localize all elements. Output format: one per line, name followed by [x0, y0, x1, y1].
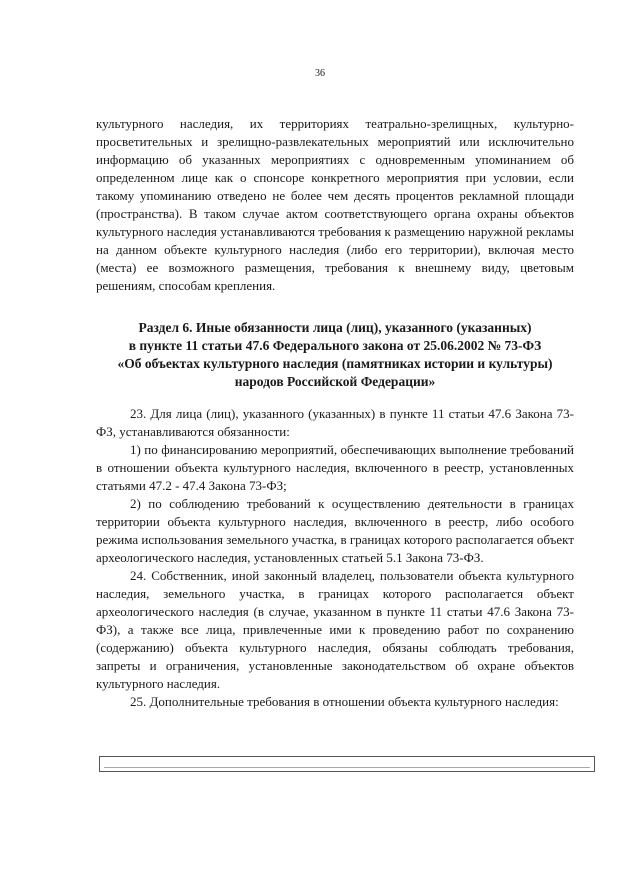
clause-23-item-1: 1) по финансированию мероприятий, обеспечивающих выполнение требований в отношении объекта культурного наследия, включенного в реестр, установленных статьями 47.2 - 47.4 Закона 73-ФЗ;	[96, 442, 574, 493]
page-number: 36	[315, 68, 325, 79]
document-body	[96, 115, 574, 711]
section-heading-line: народов Российской Федерации»	[234, 374, 436, 389]
clause-23: 23. Для лица (лиц), указанного (указанных) в пункте 11 статьи 47.6 Закона 73-ФЗ, устанавливаются обязанности:	[96, 406, 574, 439]
intro-paragraph: культурного наследия, их территориях театрально-зрелищных, культурно-просветительных и зрелищно-развлекательных мероприятий или исключительно информацию об указанных мероприятиях с одновременным упоминанием об определенном лице как о спонсоре конкретного мероприятия при условии, если такому упоминанию отведено не более чем десять процентов рекламной площади (пространства). В таком случае актом соответствующего органа охраны объектов культурного наследия устанавливаются требования к размещению наружной рекламы на данном объекте культурного наследия (либо его территории), включая место (места) ее возможного размещения, требования к внешнему виду, цветовым решениям, способам крепления.	[96, 116, 574, 293]
section-heading-line: «Об объектах культурного наследия (памятниках истории и культуры)	[117, 356, 553, 371]
section-heading-line: в пункте 11 статьи 47.6 Федерального закона от 25.06.2002 № 73-ФЗ	[128, 338, 542, 353]
fill-line	[104, 767, 590, 768]
requirements-fill-box	[99, 756, 595, 772]
clause-25: 25. Дополнительные требования в отношении объекта культурного наследия:	[130, 694, 559, 709]
clause-23-item-2: 2) по соблюдению требований к осуществлению деятельности в границах территории объекта культурного наследия, включенного в реестр, либо особого режима использования земельного участка, в границах которого располагается объект археологического наследия, установленных статьей 5.1 Закона 73-ФЗ.	[96, 496, 574, 565]
section-heading-line: Раздел 6. Иные обязанности лица (лиц), указанного (указанных)	[138, 320, 532, 335]
clause-24: 24. Собственник, иной законный владелец, пользователи объекта культурного наследия, земельного участка, в границах которого располагается объект археологического наследия (в случае, указанном в пункте 11 статьи 47.6 Закона 73-ФЗ), а также все лица, привлеченные ими к проведению работ по сохранению (содержанию) объекта культурного наследия, обязаны соблюдать требования, запреты и ограничения, установленные законодательством об охране объектов культурного наследия.	[96, 568, 574, 691]
section-6-heading	[96, 319, 574, 391]
